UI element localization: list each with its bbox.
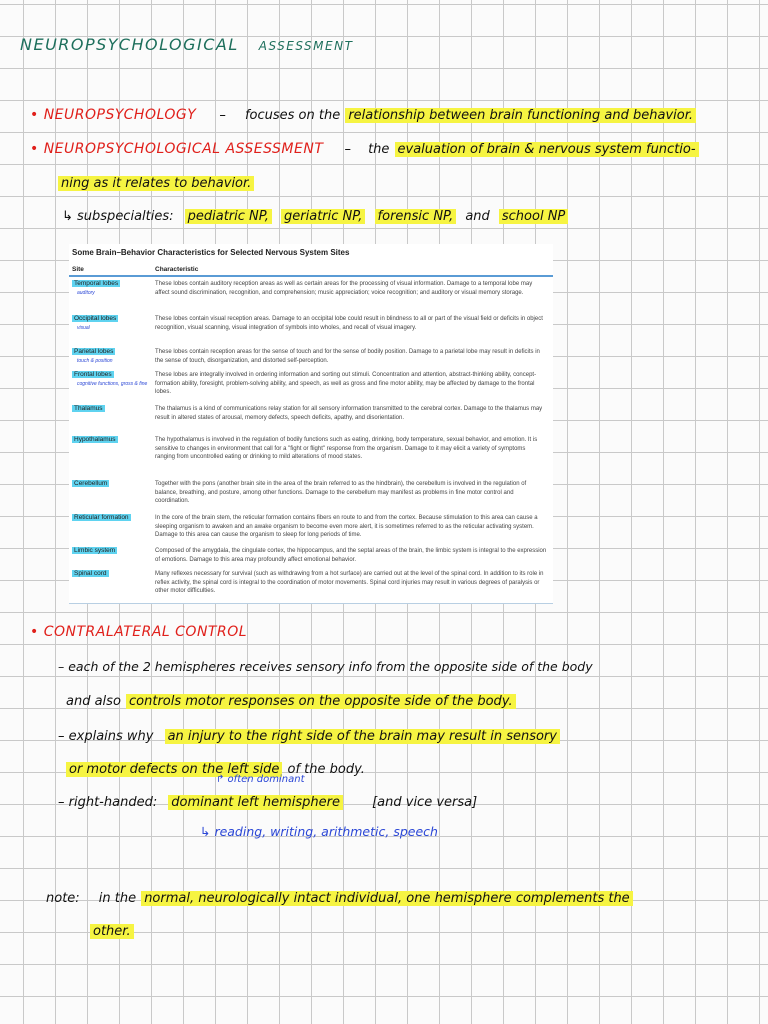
note-line xyxy=(46,887,633,906)
contra-line-5-highlight: dominant left hemisphere xyxy=(168,795,343,810)
page-title xyxy=(20,35,353,54)
table-title: Some Brain–Behavior Characteristics for Selected Nervous System Sites xyxy=(72,248,350,257)
contra-line-2-highlight: controls motor responses on the opposite side of the body. xyxy=(126,694,516,709)
contra-line-5 xyxy=(58,791,477,810)
title-sub: ASSESSMENT xyxy=(258,39,354,53)
subspecialty-item: forensic NP, xyxy=(375,209,457,224)
definition-highlight: relationship between brain functioning and behavior. xyxy=(345,108,696,123)
characteristic-text: Many reflexes necessary for survival (such as withdrawing from a hot surface) are carried out at the level of the spinal cord. In addition to its role in reflex activity, the spinal cord is integral to the coordination of motor movements. Spinal cord injuries may result in various degrees of paralysis or other motor difficulties. xyxy=(155,571,544,595)
contra-line-4-plain: of the body. xyxy=(287,762,365,777)
site-label: Reticular formation xyxy=(74,514,129,521)
site-label: Temporal lobes xyxy=(74,280,119,287)
site-label: Cerebellum xyxy=(74,480,108,487)
header-divider xyxy=(69,275,553,277)
definition-highlight: evaluation of brain & nervous system functio- xyxy=(395,142,699,157)
heading-contralateral-control: • CONTRALATERAL CONTROL xyxy=(30,624,248,640)
annotation-often-dominant: ↱ often dominant xyxy=(216,774,305,785)
characteristic-text: These lobes contain visual reception areas. Damage to an occipital lobe could result in blindness to all or part of the visual field or deficits in object recognition, visual scanning, visual integration of symbols into wholes, and recall of visual imagery. xyxy=(155,316,543,331)
characteristic-text: These lobes are integrally involved in ordering information and sorting out stimuli. Concentration and attention, abstract-thinking ability, concept-formation ability, foresight, problem-solving ability, and speech, as well as gross and fine motor ability, may be affected by damage to the frontal lobes. xyxy=(155,372,537,396)
characteristic-text: These lobes contain auditory reception areas as well as certain areas for the processing of visual information. Damage to a temporal lobe may affect sound discrimination, recognition, and comprehension; music appreciation; voice recognition; and auditory or visual memory storage. xyxy=(155,281,533,296)
table-bottom-divider xyxy=(69,603,553,604)
column-header-site: Site xyxy=(72,266,84,273)
subspecialty-item: geriatric NP, xyxy=(281,209,365,224)
site-label: Limbic system xyxy=(74,547,116,554)
note-label: note: xyxy=(46,891,80,906)
contra-line-5-tail: [and vice versa] xyxy=(372,795,478,810)
characteristic-text: The thalamus is a kind of communications relay station for all sensory information transmitted to the cerebral cortex. Damage to the thalamus may result in altered states of arousal, memory defects, speech deficits, apathy, and disorientation. xyxy=(155,406,543,421)
site-note: cognitive functions, gross & fine xyxy=(77,381,148,387)
site-note: touch & position xyxy=(77,358,113,364)
column-header-characteristic: Characteristic xyxy=(155,266,199,273)
contra-line-2 xyxy=(66,690,516,709)
contra-line-2-plain: and also xyxy=(66,694,121,709)
brain-behavior-table xyxy=(69,244,553,604)
site-label: Occipital lobes xyxy=(74,315,117,322)
site-label: Hypothalamus xyxy=(74,436,116,443)
contra-line-5-plain: – right-handed: xyxy=(58,795,158,810)
contra-line-3-plain: – explains why xyxy=(58,729,154,744)
dash: – xyxy=(344,142,351,157)
site-label: Frontal lobes xyxy=(74,371,112,378)
site-label: Parietal lobes xyxy=(74,348,114,355)
note-line-2 xyxy=(90,920,134,939)
characteristic-text: The hypothalamus is involved in the regulation of bodily functions such as eating, drinking, body temperature, sexual behavior, and emotion. It is sensitive to changes in environment that call for a "fight or flight" response from the organism. Damage to it may elicit a variety of symptoms ranging from uncontrolled eating or drinking to mild alterations of mood states. xyxy=(155,437,538,461)
note-highlight-cont: other. xyxy=(90,924,134,939)
subspecialty-item: school NP xyxy=(499,209,568,224)
bullet-neuropsych-assessment xyxy=(30,138,699,157)
contra-line-4-highlight: or motor defects on the left side xyxy=(66,762,282,777)
title-main: NEUROPSYCHOLOGICAL xyxy=(20,35,239,54)
term-neuropsychology: • NEUROPSYCHOLOGY xyxy=(30,107,197,123)
site-note: visual xyxy=(77,325,90,331)
definition-plain: the xyxy=(368,142,390,157)
subspecialty-conjunction: and xyxy=(465,209,490,224)
contra-line-3-highlight: an injury to the right side of the brain may result in sensory xyxy=(165,729,560,744)
bullet-neuropsychology xyxy=(30,104,696,123)
contra-line-3 xyxy=(58,725,560,744)
dash: – xyxy=(219,108,226,123)
site-label: Spinal cord xyxy=(74,570,107,577)
characteristic-text: Together with the pons (another brain site in the area of the brain referred to as the hindbrain), the cerebellum is involved in the regulation of balance, breathing, and posture, among other functions. Damage to the cerebellum may manifest as problems in fine motor control and coordination. xyxy=(155,481,527,505)
contra-line-6: ↳ reading, writing, arithmetic, speech xyxy=(200,824,438,839)
characteristic-text: Composed of the amygdala, the cingulate cortex, the hippocampus, and the septal areas of the brain, the limbic system is integral to the expression of emotions. Damage to this area may profoundly affect emotional behavior. xyxy=(155,548,547,563)
note-highlight: normal, neurologically intact individual, one hemisphere complements the xyxy=(141,891,633,906)
contra-line-1: – each of the 2 hemispheres receives sensory info from the opposite side of the body xyxy=(58,659,593,674)
definition-plain: focuses on the xyxy=(244,108,341,123)
subspecialties-line xyxy=(62,205,568,224)
site-label: Thalamus xyxy=(74,405,103,412)
definition-highlight-cont: ning as it relates to behavior. xyxy=(58,176,254,191)
bullet-neuropsych-assessment-cont xyxy=(58,172,254,191)
note-plain: in the xyxy=(98,891,137,906)
subspecialty-item: pediatric NP, xyxy=(185,209,272,224)
site-note: auditory xyxy=(77,290,95,296)
term-neuropsych-assessment: • NEUROPSYCHOLOGICAL ASSESSMENT xyxy=(30,141,324,157)
characteristic-text: These lobes contain reception areas for the sense of touch and for the sense of bodily position. Damage to a parietal lobe may result in deficits in the sense of touch, disorganization, and distorted self-perception. xyxy=(155,349,540,364)
characteristic-text: In the core of the brain stem, the reticular formation contains fibers en route to and from the cortex. Because stimulation to this area can cause a sleeping organism to awaken and an awake organism to become even more alert, it is sometimes referred to as the reticular activating system. Damage to this area can cause the organism to sleep for long periods of time. xyxy=(155,515,538,539)
subspecialties-prefix: ↳ subspecialties: xyxy=(62,209,174,224)
